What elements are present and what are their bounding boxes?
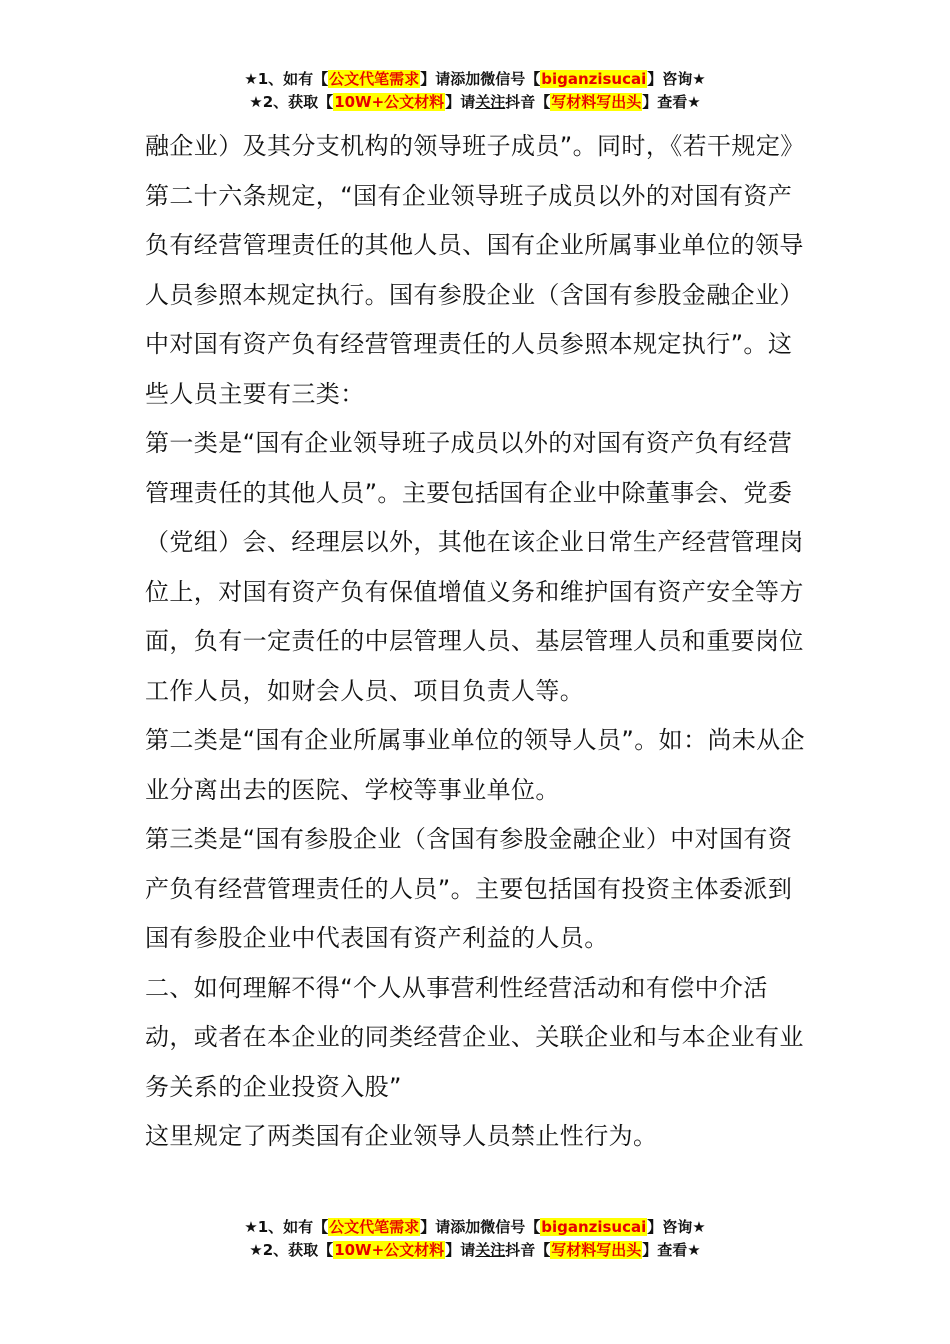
promo-text: ★2、获取【 — [249, 93, 334, 111]
promo-text: 】请 — [445, 93, 476, 111]
highlight-wechat-id: biganzisucai — [541, 70, 647, 88]
highlight-douyin-account: 写材料写出头 — [551, 1241, 642, 1259]
paragraph-1: 融企业）及其分支机构的领导班子成员”。同时，《若干规定》第二十六条规定，“国有企业领导班子成员以外的对国有资产负有经营管理责任的其他人员、国有企业所属事业单位的领导人员参照本规定执行。国有参股企业（含国有参股金融企业）中对国有资产负有经营管理责任的人员参照本规定执行”。这些人员主要有三类： — [145, 132, 805, 408]
highlight-materials: 10W+公文材料 — [334, 93, 445, 111]
promo-text: 】请 — [445, 1241, 476, 1259]
promo-line-2 — [0, 1239, 950, 1262]
promo-banner-bottom — [0, 1216, 950, 1262]
promo-banner-top — [0, 68, 950, 114]
paragraph-2: 第一类是“国有企业领导班子成员以外的对国有资产负有经营管理责任的其他人员”。主要包括国有企业中除董事会、党委（党组）会、经理层以外，其他在该企业日常生产经营管理岗位上，对国有资产负有保值增值义务和维护国有资产安全等方面，负有一定责任的中层管理人员、基层管理人员和重要岗位工作人员，如财会人员、项目负责人等。 — [145, 429, 804, 705]
highlight-service: 公文代笔需求 — [329, 1218, 420, 1236]
promo-text: 抖音【 — [505, 1241, 551, 1259]
section-heading-2: 二、如何理解不得“个人从事营利性经营活动和有偿中介活动，或者在本企业的同类经营企业、关联企业和与本企业有业务关系的企业投资入股” — [145, 973, 804, 1101]
document-body — [145, 122, 810, 1162]
promo-line-2 — [0, 91, 950, 114]
promo-text: 】请添加微信号【 — [420, 70, 541, 88]
promo-text: 抖音【 — [505, 93, 551, 111]
highlight-douyin-account: 写材料写出头 — [551, 93, 642, 111]
highlight-materials: 10W+公文材料 — [334, 1241, 445, 1259]
follow-text: 关注 — [475, 93, 506, 111]
promo-text: 】查看★ — [642, 93, 701, 111]
paragraph-5: 这里规定了两类国有企业领导人员禁止性行为。 — [145, 1122, 658, 1150]
promo-text: 】咨询★ — [647, 70, 706, 88]
paragraph-3: 第二类是“国有企业所属事业单位的领导人员”。如：尚未从企业分离出去的医院、学校等事业单位。 — [145, 726, 806, 804]
promo-text: 】咨询★ — [647, 1218, 706, 1236]
highlight-service: 公文代笔需求 — [329, 70, 420, 88]
promo-text: ★1、如有【 — [244, 1218, 329, 1236]
promo-text: ★1、如有【 — [244, 70, 329, 88]
promo-line-1 — [0, 68, 950, 91]
promo-line-1 — [0, 1216, 950, 1239]
follow-text: 关注 — [475, 1241, 506, 1259]
highlight-wechat-id: biganzisucai — [541, 1218, 647, 1236]
promo-text: ★2、获取【 — [249, 1241, 334, 1259]
promo-text: 】请添加微信号【 — [420, 1218, 541, 1236]
paragraph-4: 第三类是“国有参股企业（含国有参股金融企业）中对国有资产负有经营管理责任的人员”。主要包括国有投资主体委派到国有参股企业中代表国有资产利益的人员。 — [145, 825, 793, 952]
promo-text: 】查看★ — [642, 1241, 701, 1259]
